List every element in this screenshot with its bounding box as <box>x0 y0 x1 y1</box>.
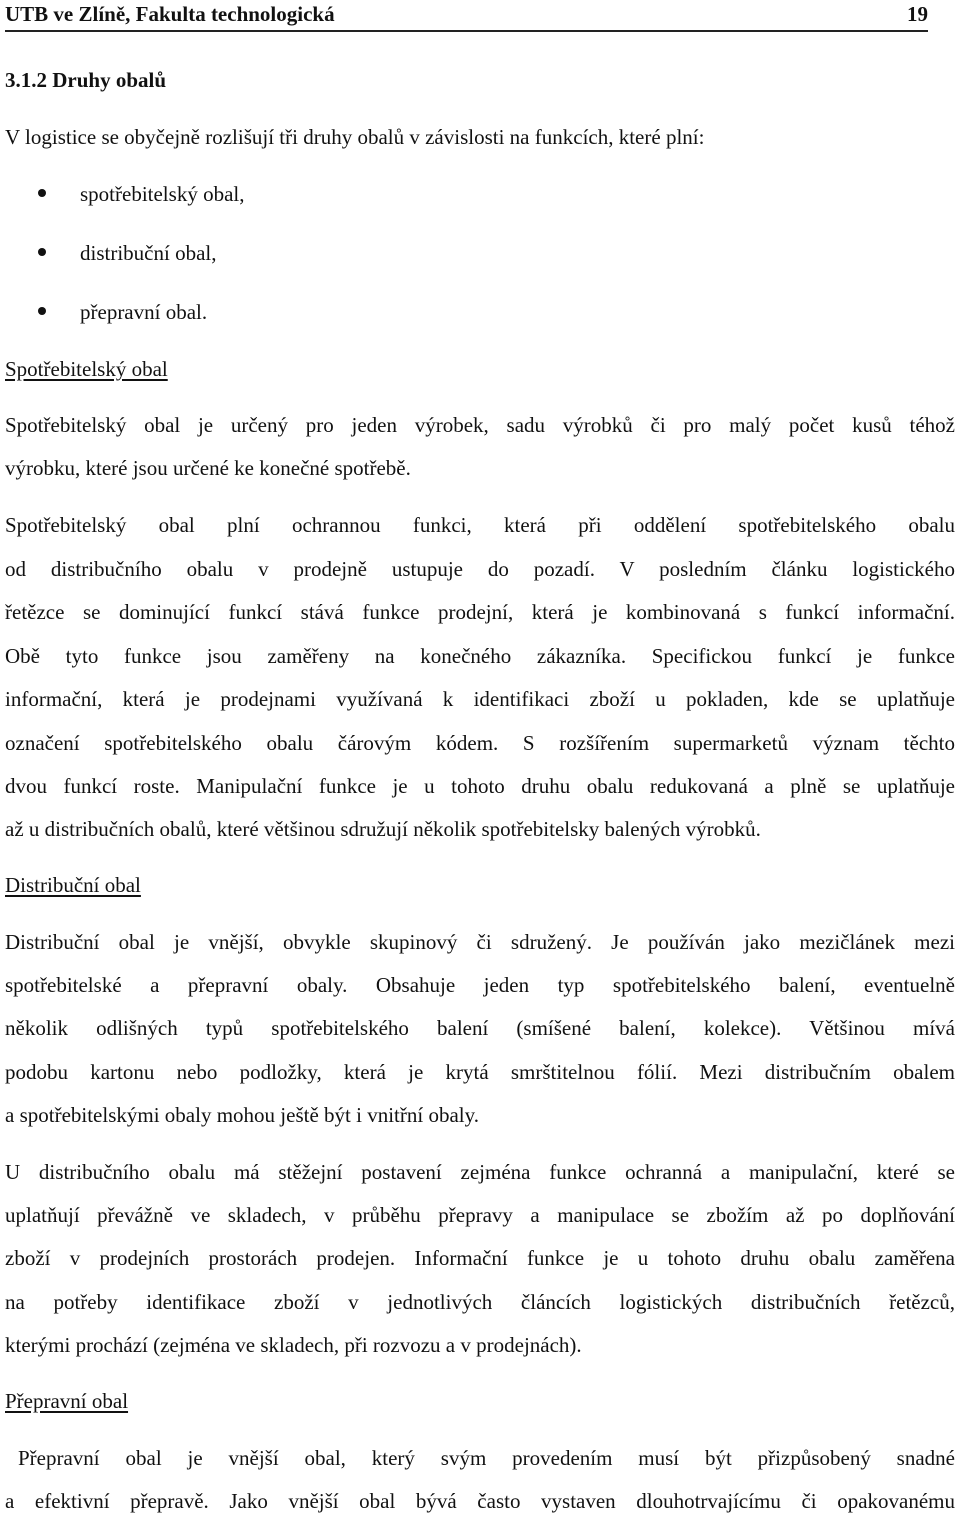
paragraph-line: od distribučního obalu v prodejně ustupuje do pozadí. V posledním článku logistického <box>5 557 955 581</box>
intro-paragraph: V logistice se obyčejně rozlišují tři druhy obalů v závislosti na funkcích, které plní: <box>5 125 705 149</box>
bullet-icon <box>38 189 46 197</box>
paragraph-line: Spotřebitelský obal je určený pro jeden výrobek, sadu výrobků či pro malý počet kusů téhož <box>5 413 955 437</box>
paragraph-line: a efektivní přepravě. Jako vnější obal bývá často vystaven dlouhotrvajícímu či opakovanému <box>5 1489 955 1513</box>
page-header <box>5 0 928 32</box>
paragraph-line: spotřebitelské a přepravní obaly. Obsahuje jeden typ spotřebitelského balení, eventuelně <box>5 973 955 997</box>
section-heading: 3.1.2 Druhy obalů <box>5 68 167 92</box>
paragraph-line: podobu kartonu nebo podložky, která je krytá smrštitelnou fólií. Mezi distribučním obalem <box>5 1060 955 1084</box>
list-item: přepravní obal. <box>80 300 208 324</box>
paragraph-line: výrobku, které jsou určené ke konečné spotřebě. <box>5 456 411 480</box>
paragraph-line: kterými prochází (zejména ve skladech, při rozvozu a v prodejnách). <box>5 1333 582 1357</box>
bullet-icon <box>38 248 46 256</box>
paragraph-line: až u distribučních obalů, které většinou sdružují několik spotřebitelsky balených výrobků. <box>5 817 761 841</box>
page-number: 19 <box>907 2 928 26</box>
paragraph-line: Obě tyto funkce jsou zaměřeny na konečného zákazníka. Specifickou funkcí je funkce <box>5 644 955 668</box>
paragraph-line: Distribuční obal je vnější, obvykle skupinový či sdružený. Je používán jako mezičlánek mezi <box>5 930 955 954</box>
paragraph-line: několik odlišných typů spotřebitelského balení (smíšené balení, kolekce). Většinou mívá <box>5 1016 955 1040</box>
list-item: spotřebitelský obal, <box>80 182 245 206</box>
paragraph-line: Spotřebitelský obal plní ochrannou funkci, která při oddělení spotřebitelského obalu <box>5 513 955 537</box>
list-item: distribuční obal, <box>80 241 217 265</box>
paragraph-line: na potřeby identifikace zboží v jednotlivých článcích logistických distribučních řetězců, <box>5 1290 955 1314</box>
paragraph-line: řetězce se dominující funkcí stává funkce prodejní, která je kombinovaná s funkcí informační. <box>5 600 955 624</box>
paragraph-line: a spotřebitelskými obaly mohou ještě být i vnitřní obaly. <box>5 1103 479 1127</box>
header-title: UTB ve Zlíně, Fakulta technologická <box>5 2 335 26</box>
bullet-icon <box>38 307 46 315</box>
paragraph-line: označení spotřebitelského obalu čárovým kódem. S rozšířením supermarketů význam těchto <box>5 731 955 755</box>
paragraph-line: dvou funkcí roste. Manipulační funkce je u tohoto druhu obalu redukovaná a plně se uplatňuje <box>5 774 955 798</box>
paragraph-line: zboží v prodejních prostorách prodejen. Informační funkce je u tohoto druhu obalu zaměřena <box>5 1246 955 1270</box>
subsection-heading-distribucni: Distribuční obal <box>5 873 141 897</box>
paragraph-line: uplatňují převážně ve skladech, v průběhu přepravy a manipulace se zbožím až po doplňování <box>5 1203 955 1227</box>
paragraph-line: Přepravní obal je vnější obal, který svým provedením musí být přizpůsobený snadné <box>18 1446 955 1470</box>
subsection-heading-prepravni: Přepravní obal <box>5 1389 129 1413</box>
paragraph-line: U distribučního obalu má stěžejní postavení zejména funkce ochranná a manipulační, které se <box>5 1160 955 1184</box>
paragraph-line: informační, která je prodejnami využívaná k identifikaci zboží u pokladen, kde se uplatňuje <box>5 687 955 711</box>
subsection-heading-spotrebitelsky: Spotřebitelský obal <box>5 357 168 381</box>
